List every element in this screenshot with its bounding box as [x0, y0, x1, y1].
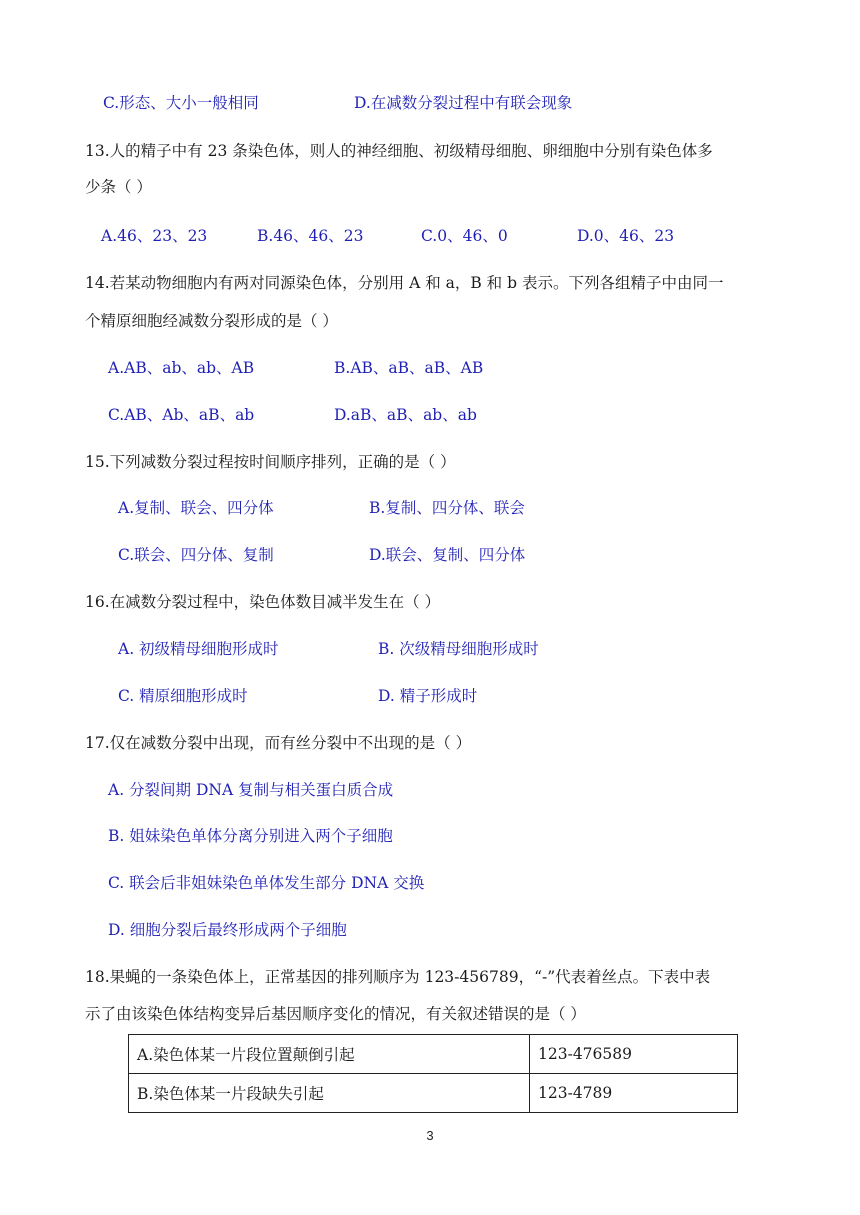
- q14-stem-line2: 个精原细胞经减数分裂形成的是（ ）: [85, 312, 338, 330]
- q15-option-c: C.联会、四分体、复制: [118, 546, 274, 564]
- q14-stem-line1: 14.若某动物细胞内有两对同源染色体，分别用 A 和 a，B 和 b 表示。下列各组精子中由同一: [85, 274, 724, 292]
- q12-option-c: C.形态、大小一般相同: [103, 94, 259, 112]
- q17-option-c: C. 联会后非姐妹染色单体发生部分 DNA 交换: [108, 874, 425, 892]
- q13-stem-line2: 少条（ ）: [85, 178, 152, 196]
- q17-stem: 17.仅在减数分裂中出现，而有丝分裂中不出现的是（ ）: [85, 734, 472, 752]
- table-row: [129, 1035, 738, 1074]
- q17-option-a: A. 分裂间期 DNA 复制与相关蛋白质合成: [108, 781, 394, 799]
- table-row: [129, 1074, 738, 1113]
- q15-option-a: A.复制、联会、四分体: [118, 499, 274, 517]
- q16-option-a: A. 初级精母细胞形成时: [118, 640, 279, 658]
- q18-row-a-desc: A.染色体某一片段位置颠倒引起: [129, 1035, 530, 1074]
- q13-option-d: D.0、46、23: [577, 227, 675, 245]
- q18-stem-line1: 18.果蝇的一条染色体上，正常基因的排列顺序为 123-456789，“-”代表着丝点。下表中表: [85, 968, 711, 986]
- q13-option-c: C.0、46、0: [421, 227, 508, 245]
- q18-row-a-seq: 123-476589: [530, 1035, 738, 1074]
- q15-option-d: D.联会、复制、四分体: [369, 546, 526, 564]
- q17-option-b: B. 姐妹染色单体分离分别进入两个子细胞: [108, 827, 393, 845]
- q14-option-b: B.AB、aB、aB、AB: [334, 359, 484, 377]
- q12-option-d: D.在减数分裂过程中有联会现象: [354, 94, 573, 112]
- q14-option-a: A.AB、ab、ab、AB: [108, 359, 255, 377]
- q18-row-b-seq: 123-4789: [530, 1074, 738, 1113]
- q13-stem-line1: 13.人的精子中有 23 条染色体，则人的神经细胞、初级精母细胞、卵细胞中分别有染色体多: [85, 142, 713, 160]
- q16-option-c: C. 精原细胞形成时: [118, 687, 248, 705]
- q14-option-c: C.AB、Ab、aB、ab: [108, 406, 255, 424]
- q13-option-a: A.46、23、23: [101, 227, 208, 245]
- q16-option-d: D. 精子形成时: [378, 687, 478, 705]
- q14-option-d: D.aB、aB、ab、ab: [334, 406, 477, 424]
- page-number: 3: [426, 1128, 434, 1143]
- q18-stem-line2: 示了由该染色体结构变异后基因顺序变化的情况，有关叙述错误的是（ ）: [85, 1005, 586, 1023]
- q18-row-b-desc: B.染色体某一片段缺失引起: [129, 1074, 530, 1113]
- q15-option-b: B.复制、四分体、联会: [369, 499, 525, 517]
- q17-option-d: D. 细胞分裂后最终形成两个子细胞: [108, 921, 347, 939]
- q16-option-b: B. 次级精母细胞形成时: [378, 640, 539, 658]
- q16-stem: 16.在减数分裂过程中，染色体数目减半发生在（ ）: [85, 593, 441, 611]
- q18-table: [128, 1034, 738, 1113]
- q15-stem: 15.下列减数分裂过程按时间顺序排列，正确的是（ ）: [85, 453, 456, 471]
- q13-option-b: B.46、46、23: [257, 227, 364, 245]
